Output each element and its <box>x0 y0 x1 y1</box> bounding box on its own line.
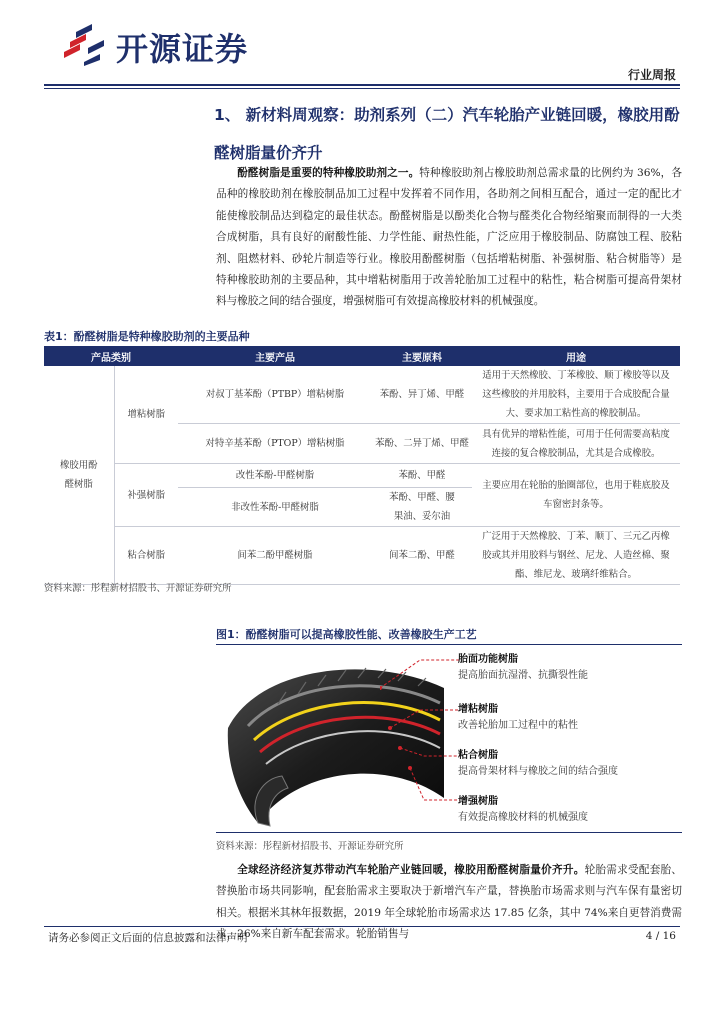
section-title: 1、 新材料周观察：助剂系列（二）汽车轮胎产业链回暖，橡胶用酚醛树脂量价齐升 <box>214 106 680 162</box>
table-row <box>44 366 680 424</box>
table-product-cell: 对特辛基苯酚（PTOP）增粘树脂 <box>178 424 372 464</box>
report-type: 行业周报 <box>627 68 676 82</box>
table-subcategory-cell: 增粘树脂 <box>114 366 178 464</box>
table-material-cell: 苯酚、甲醛、腰果油、妥尔油 <box>372 488 472 527</box>
callout-title: 粘合树脂 <box>458 750 498 761</box>
callout-reinforcing <box>458 794 588 826</box>
page-number: 4 / 16 <box>645 930 676 942</box>
company-logo <box>60 20 280 68</box>
table-source: 资料来源：彤程新材招股书、开源证券研究所 <box>44 583 232 594</box>
footer-divider <box>44 926 680 927</box>
figure-top-rule <box>216 644 682 645</box>
table-use-cell: 具有优异的增粘性能，可用于任何需要高粘度连接的复合橡胶制品，尤其是合成橡胶。 <box>472 424 680 464</box>
table-header-category: 产品类别 <box>44 346 178 366</box>
table-material-cell: 间苯二酚、甲醛 <box>372 527 472 585</box>
table-subcategory-cell: 补强树脂 <box>114 464 178 527</box>
callout-desc: 提高胎面抗湿滑、抗撕裂性能 <box>458 670 588 681</box>
figure-source: 资料来源：彤程新材招股书、开源证券研究所 <box>216 841 404 852</box>
table-material-cell: 苯酚、甲醛 <box>372 464 472 488</box>
callout-desc: 提高骨架材料与橡胶之间的结合强度 <box>458 766 618 777</box>
paragraph-intro <box>216 163 682 313</box>
table-product-cell: 对叔丁基苯酚（PTBP）增粘树脂 <box>178 366 372 424</box>
header-divider-thin <box>44 88 680 89</box>
callout-title: 胎面功能树脂 <box>458 654 518 665</box>
paragraph-intro-lead: 酚醛树脂是重要的特种橡胶助剂之一。 <box>237 167 420 179</box>
callout-desc: 有效提高橡胶材料的机械强度 <box>458 812 588 823</box>
header-divider <box>44 84 680 86</box>
figure-bottom-rule <box>216 832 682 833</box>
table-header-product: 主要产品 <box>178 346 372 366</box>
callout-tackifier <box>458 702 578 734</box>
table-product-cell: 改性苯酚-甲醛树脂 <box>178 464 372 488</box>
table-category-cell: 橡胶用酚醛树脂 <box>44 366 114 585</box>
callout-tread-resin <box>458 652 588 684</box>
logo-mark-icon <box>60 22 108 66</box>
table-material-cell: 苯酚、异丁烯、甲醛 <box>372 366 472 424</box>
paragraph-intro-body: 特种橡胶助剂占橡胶助剂总需求量的比例约为 36%，各品种的橡胶助剂在橡胶制品加工过程中发挥着不同作用，各助剂之间相互配合，通过一定的配比才能使橡胶制品达到稳定的最佳状态。酚醛树脂是以酚类化合物与醛类化合物经缩聚而制得的一大类合成树脂，具有良好的耐酸性能、力学性能、耐热性能，广泛应用于橡胶制品、防腐蚀工程、胶粘剂、阻燃材料、砂轮片制造等行业。橡胶用酚醛树脂（包括增粘树脂、补强树脂、粘合树脂等）是特种橡胶助剂的主要品种，其中增粘树脂用于改善轮胎加工过程中的粘性，粘合树脂可提高骨架材料与橡胶之间的结合强度，增强树脂可有效提高橡胶材料的机械强度。 <box>216 167 682 308</box>
paragraph-market-body: 轮胎需求受配套胎、替换胎市场共同影响，配套胎需求主要取决于新增汽车产量，替换胎市场需求则与汽车保有量密切相关。根据米其林年报数据，2019 年全球轮胎市场需求达 17.85 亿条，其中 74%来自更替消费需求，26%来自新车配套需求。轮胎销售与 <box>216 864 682 941</box>
paragraph-market-lead: 全球经济经济复苏带动汽车轮胎产业链回暖，橡胶用酚醛树脂量价齐升。 <box>237 864 585 876</box>
table-row <box>44 527 680 585</box>
table-header-row <box>44 346 680 366</box>
callout-desc: 改善轮胎加工过程中的粘性 <box>458 720 578 731</box>
callout-title: 增强树脂 <box>458 796 498 807</box>
callout-leaders <box>380 648 460 823</box>
table-product-cell: 非改性苯酚-甲醛树脂 <box>178 488 372 527</box>
table-use-cell: 适用于天然橡胶、丁苯橡胶、顺丁橡胶等以及这些橡胶的并用胶料，主要用于合成胶配合量大、要求加工粘性高的橡胶制品。 <box>472 366 680 424</box>
table-use-cell: 广泛用于天然橡胶、丁苯、顺丁、三元乙丙橡胶或其并用胶料与钢丝、尼龙、人造丝棉、聚酯、维尼龙、玻璃纤维粘合。 <box>472 527 680 585</box>
table-header-material: 主要原料 <box>372 346 472 366</box>
table-product-cell: 间苯二酚甲醛树脂 <box>178 527 372 585</box>
table-header-use: 用途 <box>472 346 680 366</box>
paragraph-market <box>216 860 682 946</box>
brand-name: 开源证券 <box>116 30 249 68</box>
table-title: 表1：酚醛树脂是特种橡胶助剂的主要品种 <box>44 330 250 343</box>
table-use-cell: 主要应用在轮胎的胎圈部位，也用于鞋底胶及车窗密封条等。 <box>472 464 680 527</box>
footer-disclaimer: 请务必参阅正文后面的信息披露和法律声明 <box>48 932 248 944</box>
figure-title: 图1：酚醛树脂可以提高橡胶性能、改善橡胶生产工艺 <box>216 628 477 641</box>
callout-adhesive <box>458 748 618 780</box>
resin-table <box>44 346 680 585</box>
table-subcategory-cell: 粘合树脂 <box>114 527 178 585</box>
callout-title: 增粘树脂 <box>458 704 498 715</box>
table-row <box>44 464 680 488</box>
table-material-cell: 苯酚、二异丁烯、甲醛 <box>372 424 472 464</box>
